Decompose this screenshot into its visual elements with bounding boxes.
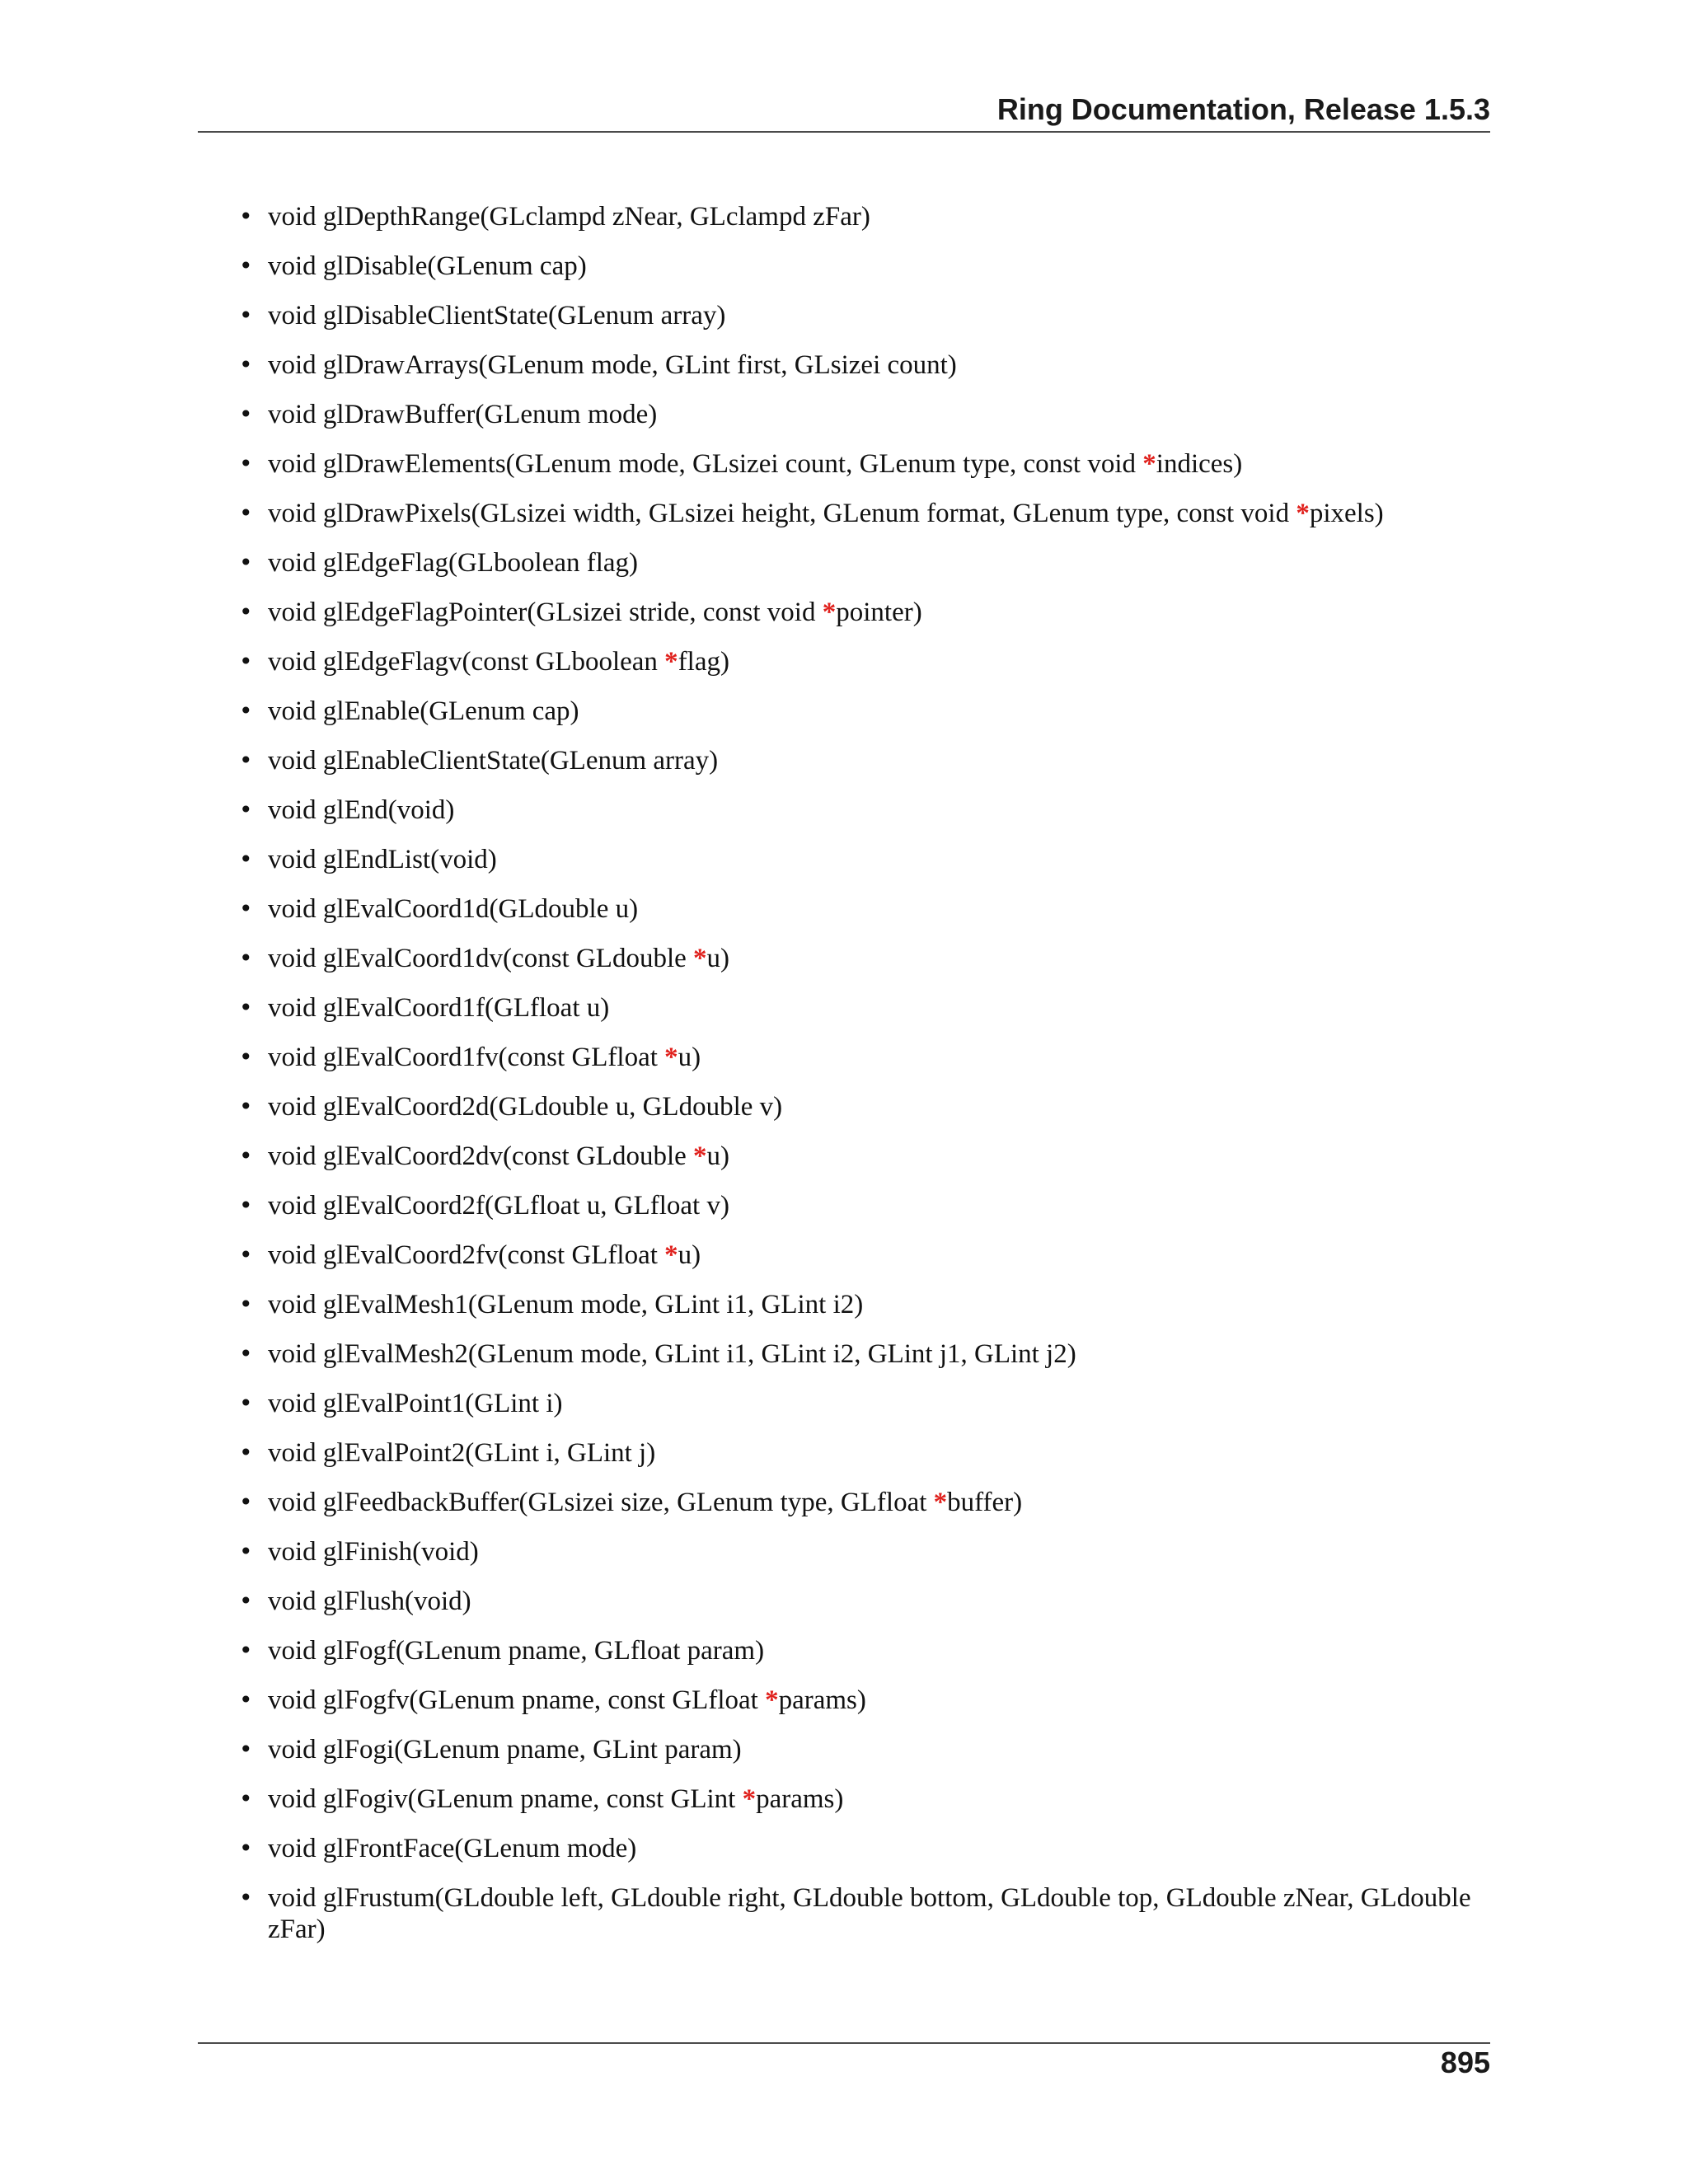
function-signature-item: [239, 498, 1490, 529]
running-header-title: Ring Documentation, Release 1.5.3: [996, 92, 1490, 126]
signature-text: params): [756, 1784, 844, 1814]
function-signature-item: [239, 547, 1490, 579]
function-signature-item: [239, 646, 1490, 677]
signature-text: void glEvalMesh2(GLenum mode, GLint i1, GLint i2, GLint j1, GLint j2): [268, 1339, 1076, 1369]
function-signature-list: [239, 201, 1490, 1963]
pointer-asterisk: *: [765, 1685, 779, 1715]
pointer-asterisk: *: [664, 647, 678, 677]
function-signature-item: [239, 597, 1490, 628]
pointer-asterisk: *: [742, 1784, 757, 1814]
function-signature-item: [239, 201, 1490, 232]
function-signature-item: [239, 1388, 1490, 1419]
function-signature-item: [239, 1783, 1490, 1815]
signature-text: void glEdgeFlag(GLboolean flag): [268, 548, 639, 578]
signature-text: u): [706, 1141, 730, 1171]
signature-text: void glEdgeFlagPointer(GLsizei stride, const void: [268, 598, 823, 627]
pointer-asterisk: *: [1296, 499, 1310, 528]
signature-text: void glDrawElements(GLenum mode, GLsizei count, GLenum type, const void: [268, 449, 1143, 479]
pointer-asterisk: *: [664, 1240, 678, 1270]
signature-text: void glEvalCoord1f(GLfloat u): [268, 993, 610, 1023]
signature-text: indices): [1156, 449, 1243, 479]
function-signature-item: [239, 1091, 1490, 1122]
signature-text: void glFrontFace(GLenum mode): [268, 1834, 637, 1863]
signature-text: void glFogf(GLenum pname, GLfloat param): [268, 1636, 765, 1666]
signature-text: void glDrawArrays(GLenum mode, GLint first, GLsizei count): [268, 350, 957, 380]
footer-rule: [198, 2042, 1490, 2044]
signature-text: void glFrustum(GLdouble left, GLdouble right, GLdouble bottom, GLdouble top, GLdouble zNear, GLdouble zFar): [268, 1883, 1471, 1944]
signature-text: void glDrawPixels(GLsizei width, GLsizei height, GLenum format, GLenum type, const void: [268, 499, 1296, 528]
signature-text: u): [678, 1240, 701, 1270]
signature-text: void glEvalMesh1(GLenum mode, GLint i1, GLint i2): [268, 1290, 864, 1319]
function-signature-item: [239, 1289, 1490, 1320]
signature-text: pointer): [836, 598, 922, 627]
signature-text: void glEvalCoord2f(GLfloat u, GLfloat v): [268, 1191, 729, 1221]
signature-text: void glDepthRange(GLclampd zNear, GLclampd zFar): [268, 202, 870, 232]
signature-text: void glEvalCoord1dv(const GLdouble: [268, 944, 694, 973]
function-signature-item: [239, 992, 1490, 1024]
signature-text: void glFogi(GLenum pname, GLint param): [268, 1735, 742, 1765]
function-signature-item: [239, 1042, 1490, 1073]
function-signature-item: [239, 1338, 1490, 1370]
function-signature-item: [239, 844, 1490, 875]
signature-text: void glEvalCoord2fv(const GLfloat: [268, 1240, 665, 1270]
signature-text: void glDisable(GLenum cap): [268, 251, 587, 281]
function-signature-item: [239, 1437, 1490, 1469]
signature-text: void glEnableClientState(GLenum array): [268, 746, 719, 776]
signature-text: void glEvalCoord1fv(const GLfloat: [268, 1043, 665, 1072]
signature-text: void glEnd(void): [268, 795, 455, 825]
page-number: 895: [1440, 2046, 1490, 2079]
signature-text: void glEvalCoord2d(GLdouble u, GLdouble v): [268, 1092, 783, 1122]
header-rule: [198, 131, 1490, 133]
signature-text: void glFinish(void): [268, 1537, 479, 1567]
signature-text: void glFogiv(GLenum pname, const GLint: [268, 1784, 743, 1814]
signature-text: void glEndList(void): [268, 845, 497, 874]
function-signature-item: [239, 745, 1490, 776]
function-signature-item: [239, 1487, 1490, 1518]
function-signature-item: [239, 696, 1490, 727]
pointer-asterisk: *: [822, 598, 837, 627]
signature-text: flag): [678, 647, 729, 677]
signature-text: void glDisableClientState(GLenum array): [268, 301, 726, 330]
signature-text: void glEdgeFlagv(const GLboolean: [268, 647, 665, 677]
signature-text: void glEvalPoint2(GLint i, GLint j): [268, 1438, 656, 1468]
pointer-asterisk: *: [664, 1043, 678, 1072]
signature-text: void glDrawBuffer(GLenum mode): [268, 400, 658, 429]
function-signature-item: [239, 300, 1490, 331]
signature-text: params): [778, 1685, 866, 1715]
signature-text: void glFeedbackBuffer(GLsizei size, GLenum type, GLfloat: [268, 1488, 934, 1517]
pointer-asterisk: *: [933, 1488, 948, 1517]
function-signature-item: [239, 794, 1490, 826]
signature-text: void glEvalPoint1(GLint i): [268, 1389, 563, 1418]
function-signature-item: [239, 1833, 1490, 1864]
function-signature-item: [239, 399, 1490, 430]
pointer-asterisk: *: [693, 1141, 707, 1171]
pointer-asterisk: *: [1142, 449, 1156, 479]
signature-text: u): [706, 944, 730, 973]
function-signature-item: [239, 1536, 1490, 1568]
function-signature-item: [239, 1734, 1490, 1765]
function-signature-item: [239, 1635, 1490, 1666]
function-signature-item: [239, 448, 1490, 480]
signature-text: void glFlush(void): [268, 1586, 471, 1616]
signature-text: void glEvalCoord1d(GLdouble u): [268, 894, 639, 924]
function-signature-item: [239, 1240, 1490, 1271]
function-signature-item: [239, 893, 1490, 925]
function-signature-item: [239, 1190, 1490, 1221]
signature-text: buffer): [947, 1488, 1023, 1517]
function-signature-item: [239, 1685, 1490, 1716]
function-signature-item: [239, 1141, 1490, 1172]
signature-text: void glEnable(GLenum cap): [268, 696, 579, 726]
function-signature-item: [239, 1882, 1490, 1945]
signature-text: pixels): [1309, 499, 1384, 528]
function-signature-item: [239, 349, 1490, 381]
function-signature-item: [239, 251, 1490, 282]
pointer-asterisk: *: [693, 944, 707, 973]
signature-text: void glFogfv(GLenum pname, const GLfloat: [268, 1685, 766, 1715]
function-signature-item: [239, 1586, 1490, 1617]
function-signature-item: [239, 943, 1490, 974]
signature-text: void glEvalCoord2dv(const GLdouble: [268, 1141, 694, 1171]
signature-text: u): [678, 1043, 701, 1072]
